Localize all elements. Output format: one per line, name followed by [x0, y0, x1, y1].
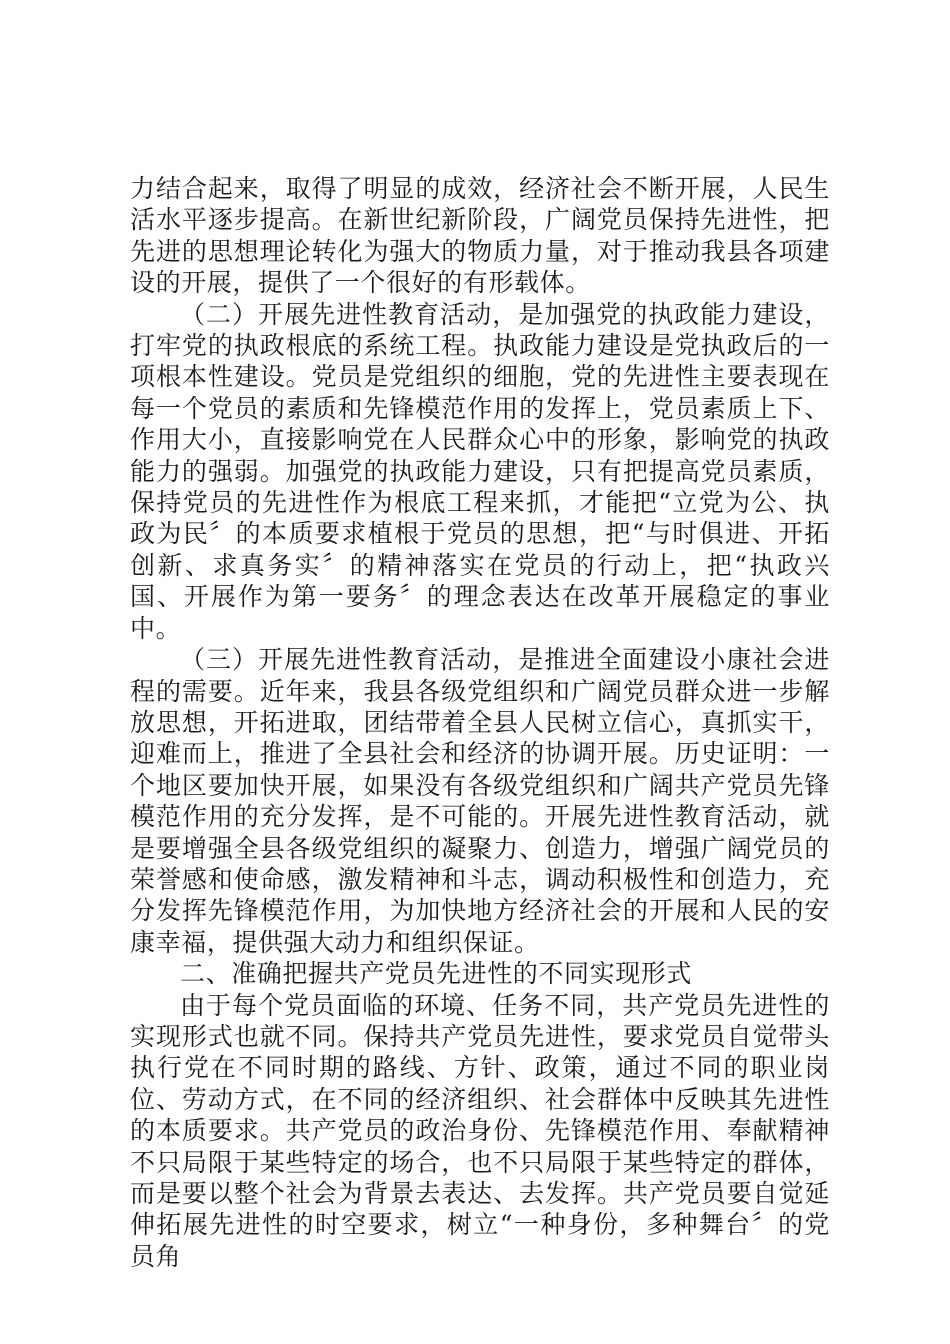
paragraph-section-three: （三）开展先进性教育活动，是推进全面建设小康社会进程的需要。近年来，我县各级党组织和广阔党员群众进一步解放思想，开拓进取，团结带着全县人民树立信心，真抓实干，迎难而上，推进了全县社会和经济的协调开展。历史证明：一个地区要加快开展，如果没有各级党组织和广阔共产党员先锋模范作用的充分发挥，是不可能的。开展先进性教育活动，就是要增强全县各级党组织的凝聚力、创造力，增强广阔党员的荣誉感和使命感，激发精神和斗志，调动积极性和创造力，充分发挥先锋模范作用，为加快地方经济社会的开展和人民的安康幸福，提供强大动力和组织保证。	[130, 645, 830, 957]
paragraph-continuation: 力结合起来，取得了明显的成效，经济社会不断开展，人民生活水平逐步提高。在新世纪新阶段，广阔党员保持先进性，把先进的思想理论转化为强大的物质力量，对于推动我县各项建设的开展，提供了一个很好的有形载体。	[130, 174, 830, 298]
document-body	[130, 173, 830, 1272]
section-heading-two: 二、准确把握共产党员先进性的不同实现形式	[180, 959, 693, 989]
paragraph-section-two: （二）开展先进性教育活动，是加强党的执政能力建设，打牢党的执政根底的系统工程。执政能力建设是党执政后的一项根本性建设。党员是党组织的细胞，党的先进性主要表现在每一个党员的素质和先锋模范作用的发挥上，党员素质上下、作用大小，直接影响党在人民群众心中的形象，影响党的执政能力的强弱。加强党的执政能力建设，只有把提高党员素质，保持党员的先进性作为根底工程来抓，才能把“立党为公、执政为民〞的本质要求植根于党员的思想，把“与时俱进、开拓创新、求真务实〞的精神落实在党员的行动上，把“执政兴国、开展作为第一要务〞的理念表达在改革开展稳定的事业中。	[130, 299, 830, 643]
paragraph-realization-forms: 由于每个党员面临的环境、任务不同，共产党员先进性的实现形式也就不同。保持共产党员先进性，要求党员自觉带头执行党在不同时期的路线、方针、政策，通过不同的职业岗位、劳动方式，在不同的经济组织、社会群体中反映其先进性的本质要求。共产党员的政治身份、先锋模范作用、奉献精神不只局限于某些特定的场合，也不只局限于某些特定的群体，而是要以整个社会为背景去表达、去发挥。共产党员要自觉延伸拓展先进性的时空要求，树立“一种身份，多种舞台〞的党员角	[130, 990, 830, 1271]
